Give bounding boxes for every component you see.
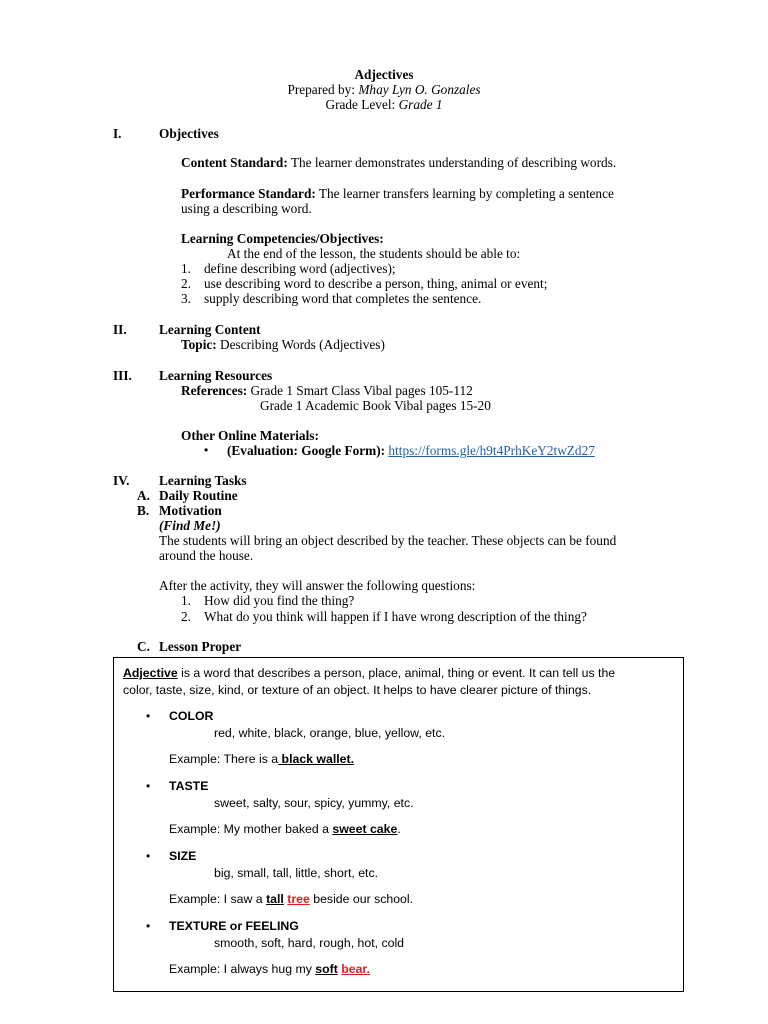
example-adjective: soft xyxy=(315,962,338,976)
content-standard xyxy=(181,155,616,171)
bullet-icon: • xyxy=(146,849,151,863)
evaluation-label: (Evaluation: Google Form): xyxy=(227,443,386,458)
task-daily-routine: Daily Routine xyxy=(159,488,238,503)
category-taste: TASTE xyxy=(169,779,209,793)
content-standard-label: Content Standard: xyxy=(181,155,288,170)
question-item: How did you find the thing? xyxy=(204,593,355,608)
section-number-3: III. xyxy=(113,368,132,383)
section-number-4: IV. xyxy=(113,473,130,488)
topic-text: Describing Words (Adjectives) xyxy=(216,337,385,352)
section-title-learning-tasks: Learning Tasks xyxy=(159,473,247,488)
references xyxy=(181,383,473,399)
definition-text: is a word that describes a person, place, animal, thing or event. It can tell us the xyxy=(177,666,616,680)
performance-standard-line2: using a describing word. xyxy=(181,201,312,216)
task-motivation: Motivation xyxy=(159,503,222,518)
taste-example-sentence xyxy=(169,821,401,838)
reference-1: Grade 1 Smart Class Vibal pages 105-112 xyxy=(247,383,473,398)
bullet-icon: • xyxy=(204,443,209,457)
category-texture: TEXTURE or FEELING xyxy=(169,919,299,933)
example-text: Example: My mother baked a xyxy=(169,822,333,836)
category-color: COLOR xyxy=(169,709,214,723)
objective-item: define describing word (adjectives); xyxy=(204,261,396,276)
section-title-learning-content: Learning Content xyxy=(159,322,261,337)
question-item: What do you think will happen if I have wrong description of the thing? xyxy=(204,609,587,624)
author-name: Mhay Lyn O. Gonzales xyxy=(358,82,481,97)
size-examples: big, small, tall, little, short, etc. xyxy=(214,866,379,880)
example-text: Example: There is a xyxy=(169,752,279,766)
task-lesson-proper: Lesson Proper xyxy=(159,639,242,654)
example-adjective: sweet cake xyxy=(332,822,398,836)
objective-num: 3. xyxy=(181,291,191,306)
question-num: 1. xyxy=(181,593,191,608)
motivation-text-line2: around the house. xyxy=(159,548,254,563)
example-adjective: black wallet. xyxy=(278,752,355,766)
objective-item: use describing word to describe a person, thing, animal or event; xyxy=(204,276,548,291)
document-title: Adjectives xyxy=(354,67,414,82)
example-text: Example: I saw a xyxy=(169,892,267,906)
task-letter-a: A. xyxy=(137,488,150,503)
objective-item: supply describing word that completes the sentence. xyxy=(204,291,482,306)
task-letter-c: C. xyxy=(137,639,150,654)
example-adjective: tall xyxy=(266,892,284,906)
grade-level xyxy=(0,97,768,113)
color-example-sentence xyxy=(169,751,354,768)
example-end: . xyxy=(397,822,401,836)
section-number-1: I. xyxy=(113,126,122,141)
taste-examples: sweet, salty, sour, spicy, yummy, etc. xyxy=(214,796,414,810)
performance-standard xyxy=(181,186,614,202)
prepared-by-label: Prepared by: xyxy=(287,82,359,97)
bullet-icon: • xyxy=(146,919,151,933)
references-label: References: xyxy=(181,383,248,398)
section-title-learning-resources: Learning Resources xyxy=(159,368,273,383)
performance-standard-label: Performance Standard: xyxy=(181,186,316,201)
example-noun: tree xyxy=(287,892,310,906)
lesson-proper-box xyxy=(113,657,684,992)
topic-label: Topic: xyxy=(181,337,217,352)
section-title-objectives: Objectives xyxy=(159,126,219,141)
question-num: 2. xyxy=(181,609,191,624)
color-examples: red, white, black, orange, blue, yellow, etc. xyxy=(214,726,446,740)
size-example-sentence xyxy=(169,891,413,908)
competencies-label: Learning Competencies/Objectives: xyxy=(181,231,384,246)
reference-2: Grade 1 Academic Book Vibal pages 15-20 xyxy=(260,398,491,413)
google-form-link[interactable]: https://forms.gle/h9t4PrhKeY2twZd27 xyxy=(388,443,595,458)
topic xyxy=(181,337,385,353)
category-size: SIZE xyxy=(169,849,197,863)
online-materials-label: Other Online Materials: xyxy=(181,428,319,443)
grade-level-value: Grade 1 xyxy=(398,97,443,112)
definition-text-line2: color, taste, size, kind, or texture of an object. It helps to have clearer picture of things. xyxy=(123,683,592,697)
objective-num: 1. xyxy=(181,261,191,276)
evaluation-form xyxy=(227,443,595,459)
example-text: Example: I always hug my xyxy=(169,962,316,976)
task-letter-b: B. xyxy=(137,503,150,518)
performance-standard-text: The learner transfers learning by completing a sentence xyxy=(315,186,614,201)
objective-num: 2. xyxy=(181,276,191,291)
adjective-term: Adjective xyxy=(123,666,178,680)
grade-level-label: Grade Level: xyxy=(325,97,399,112)
prepared-by xyxy=(0,82,768,98)
competencies-intro: At the end of the lesson, the students should be able to: xyxy=(227,246,521,261)
texture-examples: smooth, soft, hard, rough, hot, cold xyxy=(214,936,405,950)
activity-name: (Find Me!) xyxy=(159,518,221,533)
motivation-text: The students will bring an object described by the teacher. These objects can be found xyxy=(159,533,617,548)
adjective-definition xyxy=(123,665,615,682)
bullet-icon: • xyxy=(146,779,151,793)
content-standard-text: The learner demonstrates understanding of describing words. xyxy=(287,155,617,170)
bullet-icon: • xyxy=(146,709,151,723)
example-noun: bear. xyxy=(341,962,370,976)
texture-example-sentence xyxy=(169,961,370,978)
example-end: beside our school. xyxy=(309,892,414,906)
after-activity-text: After the activity, they will answer the following questions: xyxy=(159,578,476,593)
section-number-2: II. xyxy=(113,322,127,337)
